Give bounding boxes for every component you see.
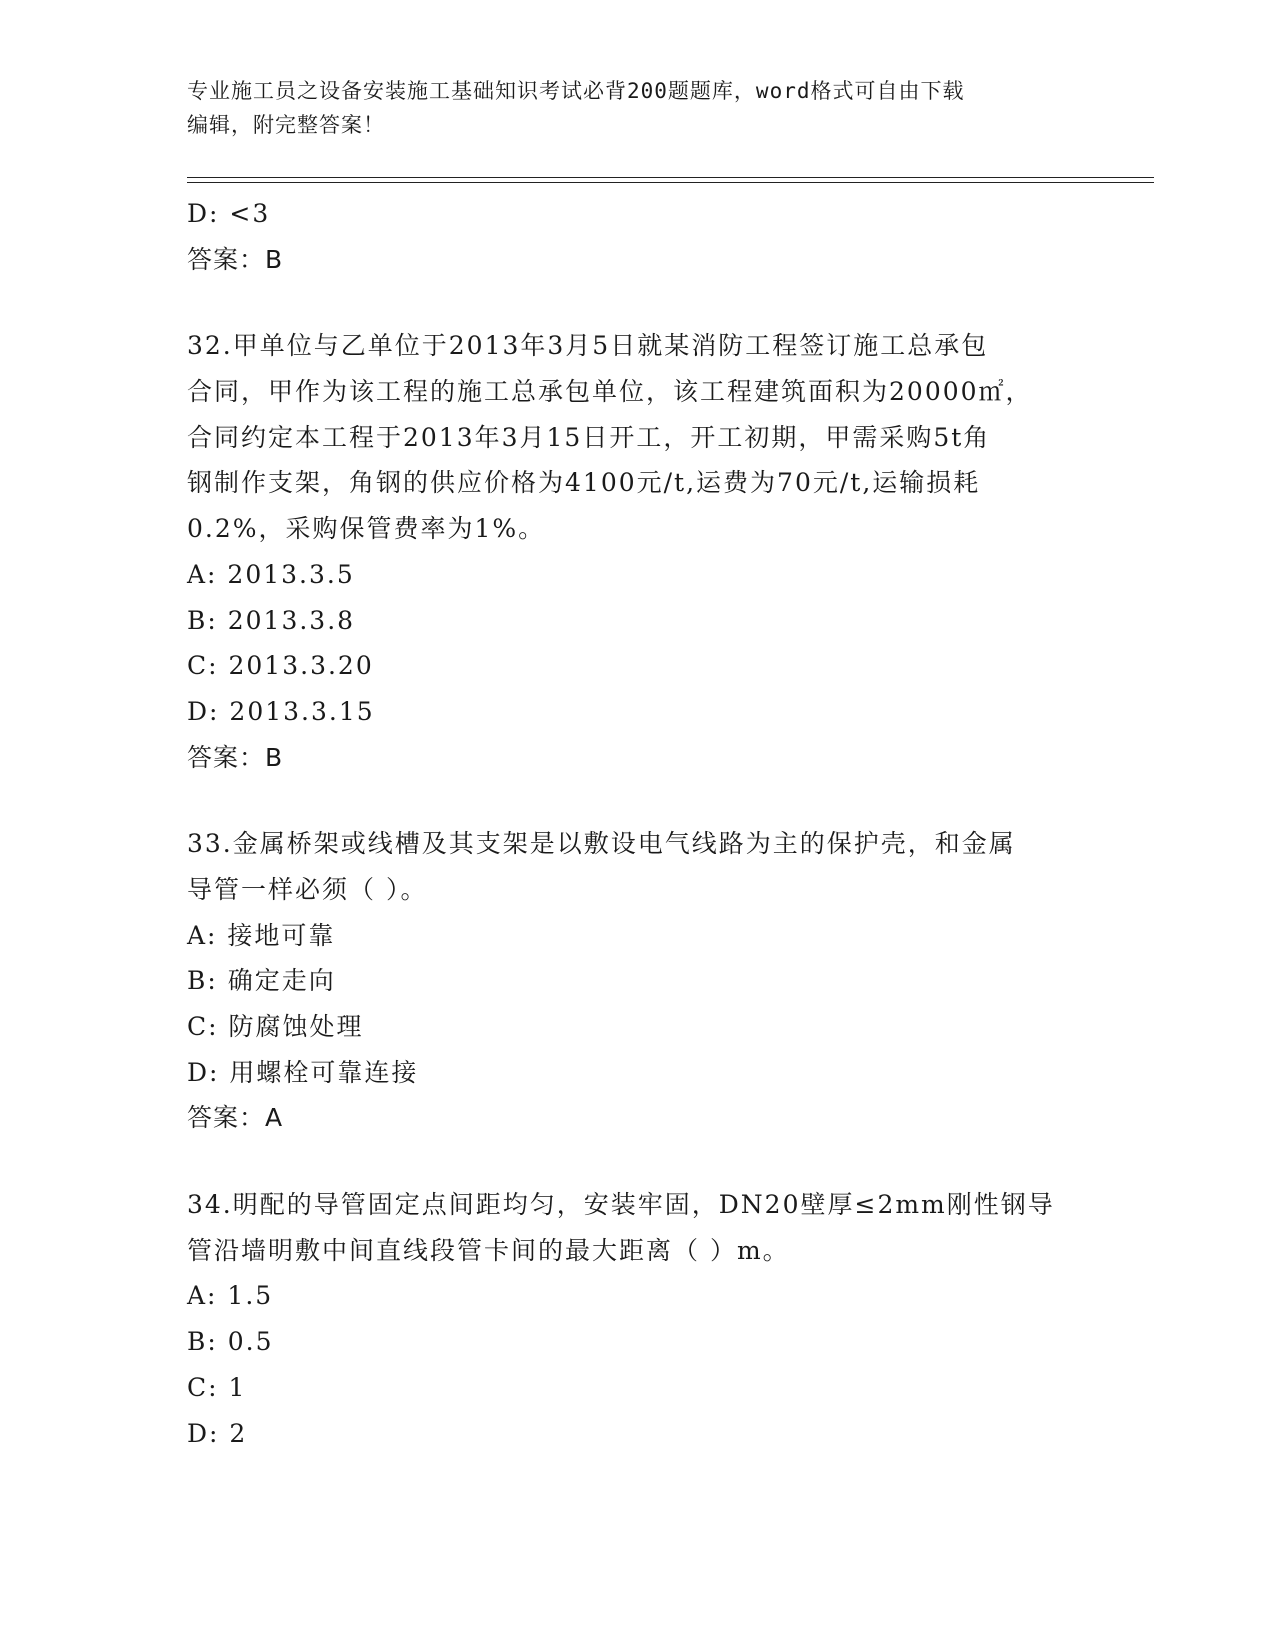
question-33-option-d: D: 用螺栓可靠连接 bbox=[187, 1057, 419, 1087]
question-32-text-3: 合同约定本工程于2013年3月15日开工，开工初期，甲需采购5t角 bbox=[187, 422, 991, 452]
question-34 bbox=[187, 1182, 1087, 1456]
question-33-option-a: A: 接地可靠 bbox=[187, 920, 336, 950]
question-32-option-b: B: 2013.3.8 bbox=[187, 605, 356, 635]
previous-question-tail bbox=[187, 191, 1087, 282]
question-33-answer: 答案：A bbox=[187, 1103, 284, 1133]
question-33-option-c: C: 防腐蚀处理 bbox=[187, 1012, 364, 1041]
question-34-text-1: 34.明配的导管固定点间距均匀，安装牢固，DN20壁厚≤2mm刚性钢导 bbox=[187, 1190, 1055, 1220]
question-32-option-d: D: 2013.3.15 bbox=[187, 696, 375, 726]
option-d: D: <3 bbox=[187, 199, 271, 228]
question-34-text-2: 管沿墙明敷中间直线段管卡间的最大距离（ ）m。 bbox=[187, 1235, 790, 1265]
question-32-text-1: 32.甲单位与乙单位于2013年3月5日就某消防工程签订施工总承包 bbox=[187, 331, 989, 361]
document-header bbox=[187, 74, 1067, 142]
question-32-option-c: C: 2013.3.20 bbox=[187, 651, 374, 681]
question-34-option-b: B: 0.5 bbox=[187, 1327, 274, 1357]
question-33 bbox=[187, 821, 1087, 1141]
question-34-option-a: A: 1.5 bbox=[187, 1281, 274, 1311]
question-33-text-1: 33.金属桥架或线槽及其支架是以敷设电气线路为主的保护壳，和金属 bbox=[187, 829, 1016, 859]
question-32-text-2: 合同，甲作为该工程的施工总承包单位，该工程建筑面积为20000㎡， bbox=[187, 377, 1033, 407]
header-divider-bottom bbox=[187, 182, 1154, 183]
document-body bbox=[187, 191, 1087, 1456]
question-32-answer: 答案：B bbox=[187, 742, 284, 772]
question-34-option-d: D: 2 bbox=[187, 1418, 248, 1448]
question-34-option-c: C: 1 bbox=[187, 1372, 247, 1402]
header-title-line-2: 编辑，附完整答案！ bbox=[187, 113, 385, 137]
question-33-option-b: B: 确定走向 bbox=[187, 966, 336, 996]
header-title-line-1: 专业施工员之设备安装施工基础知识考试必背200题题库，word格式可自由下载 bbox=[187, 79, 965, 103]
question-32-text-5: 0.2%，采购保管费率为1%。 bbox=[187, 514, 546, 544]
question-32 bbox=[187, 323, 1087, 780]
question-32-text-4: 钢制作支架，角钢的供应价格为4100元/t,运费为70元/t,运输损耗 bbox=[187, 468, 981, 498]
question-32-option-a: A: 2013.3.5 bbox=[187, 559, 355, 589]
header-divider-top bbox=[187, 177, 1154, 178]
question-33-text-2: 导管一样必须（ ）。 bbox=[187, 874, 428, 904]
answer-line: 答案：B bbox=[187, 244, 284, 274]
